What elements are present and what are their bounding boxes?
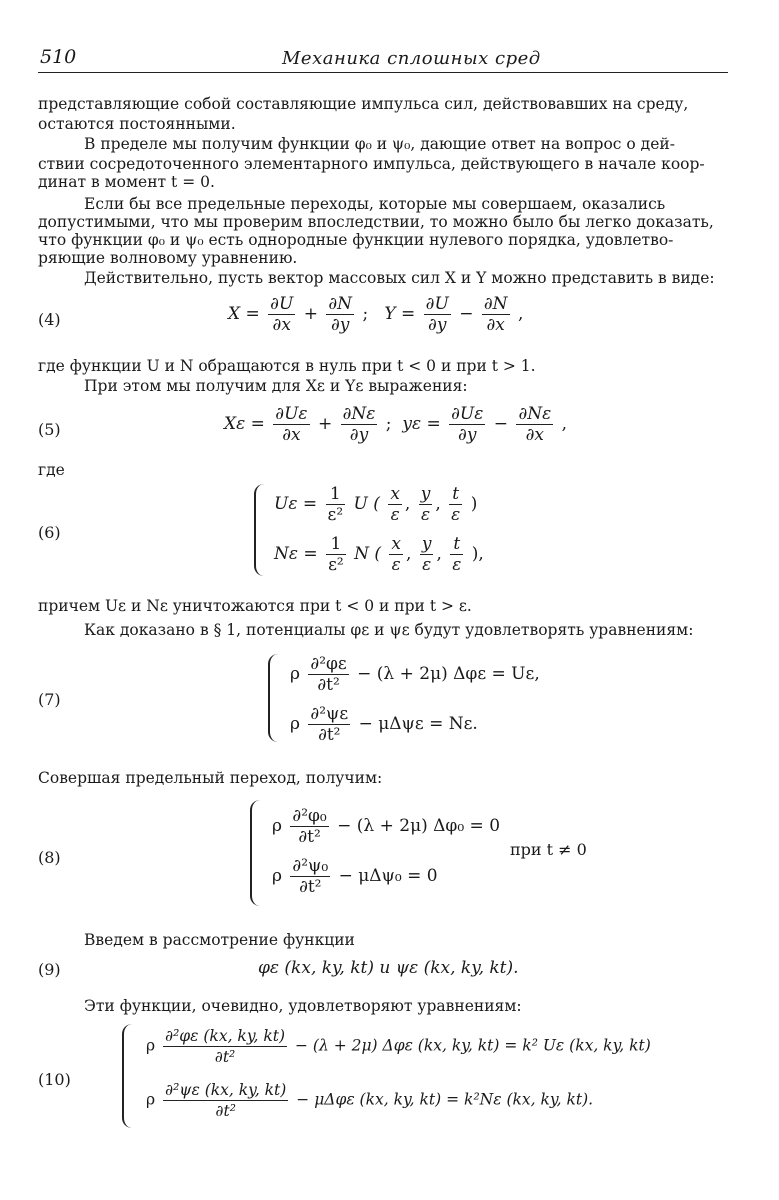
- fraction: [326, 484, 346, 525]
- header-rule: [38, 72, 728, 73]
- numerator: 1: [326, 484, 346, 505]
- fraction: [341, 404, 378, 445]
- fraction: [273, 404, 309, 445]
- fraction: [326, 534, 346, 575]
- text-line: Введем в рассмотрение функции: [84, 931, 355, 949]
- denominator: ∂y: [330, 315, 350, 335]
- equation-6-line-1: Uε = $\frac{1}{\text{ε²}}$ U ( $\frac{x}{\varepsilon}$ , $\frac{y}{\varepsilon}$ , $\frac{t}{\varepsilon}$ ): [274, 484, 478, 525]
- denominator: ∂y: [428, 315, 447, 335]
- operator: ,: [561, 414, 568, 434]
- text-line: ряющие волновому уравнению.: [38, 249, 298, 267]
- fraction: [516, 404, 553, 445]
- eq-term: yε =: [402, 414, 441, 434]
- numerator: ∂Nε: [518, 404, 552, 424]
- numerator: x: [390, 484, 400, 504]
- operator: −: [493, 414, 509, 434]
- denominator: ε: [420, 505, 431, 525]
- equation-label: (4): [38, 310, 61, 329]
- text-line: где: [38, 461, 65, 479]
- operator: ,: [517, 304, 524, 324]
- fraction: [308, 654, 348, 695]
- equation-label: (10): [38, 1070, 71, 1089]
- equation-6-line-2: Nε = $\frac{1}{\text{ε²}}$ N ( $\frac{x}{\varepsilon}$ , $\frac{y}{\varepsilon}$ , $\frac{t}{\varepsilon}$ ),: [274, 534, 484, 575]
- fraction: [163, 1080, 288, 1121]
- operator: +: [303, 304, 318, 324]
- eq-term: Nε =: [274, 544, 318, 564]
- numerator: t: [450, 534, 463, 555]
- left-brace: [268, 654, 278, 742]
- eq-term: − (λ + 2μ) Δφ₀ = 0: [337, 816, 501, 836]
- numerator: x: [391, 534, 402, 554]
- denominator: ∂t²: [215, 1102, 236, 1120]
- numerator: ∂²φε: [310, 654, 347, 674]
- eq-term: − (λ + 2μ) Δφε (kx, ky, kt) = k² Uε (kx, ky, kt): [294, 1036, 651, 1055]
- eq-term: − (λ + 2μ) Δφε = Uε,: [357, 664, 540, 684]
- eq-term: X =: [228, 304, 260, 324]
- separator: ;: [362, 304, 369, 324]
- text-line: Совершая предельный переход, получим:: [38, 769, 383, 787]
- denominator: ∂x: [282, 425, 301, 445]
- left-brace: [250, 800, 260, 906]
- eq-term: ρ: [146, 1036, 156, 1055]
- running-title: Механика сплошных сред: [282, 48, 541, 69]
- denominator: ∂t²: [298, 827, 321, 847]
- text-line: ствии сосредоточенного элементарного импульса, действующего в начале коор-: [38, 155, 705, 173]
- fraction: [163, 1026, 287, 1067]
- fraction: [450, 534, 463, 575]
- equation-label: (9): [38, 960, 61, 979]
- eq-term: ρ: [290, 664, 300, 684]
- denominator: ∂x: [525, 425, 545, 445]
- denominator: ε: [391, 555, 401, 575]
- numerator: ∂²ψε (kx, ky, kt): [165, 1081, 287, 1099]
- eq-term: − μΔφε (kx, ky, kt) = k²Nε (kx, ky, kt).: [296, 1090, 594, 1109]
- numerator: ∂U: [270, 294, 294, 314]
- numerator: ∂Uε: [451, 404, 484, 424]
- numerator: ∂²ψ₀: [292, 856, 329, 876]
- numerator: ∂²ψε: [310, 704, 349, 724]
- eq-term: − μΔψ₀ = 0: [338, 866, 438, 886]
- fraction: [482, 294, 510, 335]
- denominator: ∂t²: [317, 675, 340, 695]
- denominator: ∂x: [272, 315, 291, 335]
- fraction: [290, 856, 330, 897]
- text-line: допустимыми, что мы проверим впоследствии, то можно было бы легко доказать,: [38, 213, 714, 231]
- separator: ;: [385, 414, 392, 434]
- equation-10-line-1: [146, 1026, 651, 1067]
- equation-8-line-1: [272, 806, 500, 847]
- text-line: представляющие собой составляющие импульса сил, действовавших на среду,: [38, 95, 689, 113]
- text-line: В пределе мы получим функции φ₀ и ψ₀, дающие ответ на вопрос о дей-: [84, 135, 675, 153]
- equation-8-line-2: [272, 856, 438, 897]
- eq-term: ρ: [272, 816, 282, 836]
- numerator: ∂²φε (kx, ky, kt): [165, 1027, 286, 1045]
- denominator: ∂t²: [299, 877, 322, 897]
- operator: −: [459, 304, 474, 324]
- eq-term: N (: [354, 544, 382, 564]
- fraction: [388, 484, 402, 525]
- equation-label: (6): [38, 523, 61, 542]
- text-line: что функции φ₀ и ψ₀ есть однородные функции нулевого порядка, удовлетво-: [38, 231, 674, 249]
- eq-term: U (: [353, 494, 380, 514]
- denominator: ε: [452, 555, 462, 575]
- equation-8-condition: при t ≠ 0: [510, 840, 587, 859]
- fraction: [420, 534, 434, 575]
- equation-label: (5): [38, 420, 61, 439]
- text-line: Как доказано в § 1, потенциалы φε и ψε будут удовлетворять уравнениям:: [84, 621, 694, 639]
- eq-term: − μΔψε = Nε.: [358, 714, 478, 734]
- equation-4: [228, 294, 523, 335]
- fraction: [424, 294, 451, 335]
- text-line: причем Uε и Nε уничтожаются при t < 0 и при t > ε.: [38, 597, 472, 615]
- denominator: ε: [451, 505, 461, 525]
- eq-term: Y =: [384, 304, 416, 324]
- text-line: При этом мы получим для Xε и Yε выражения:: [84, 377, 468, 395]
- text-line: Если бы все предельные переходы, которые мы совершаем, оказались: [84, 195, 666, 213]
- denominator: ε²: [328, 555, 344, 575]
- numerator: t: [449, 484, 462, 505]
- equation-label: (7): [38, 690, 61, 709]
- denominator: ∂t²: [214, 1048, 236, 1066]
- paren: ): [470, 494, 478, 514]
- numerator: y: [420, 484, 431, 504]
- denominator: ∂y: [458, 425, 477, 445]
- text-line: Эти функции, очевидно, удовлетворяют уравнениям:: [84, 997, 522, 1015]
- denominator: ε²: [327, 505, 344, 525]
- text-line: где функции U и N обращаются в нуль при t < 0 и при t > 1.: [38, 357, 536, 375]
- fraction: [290, 806, 328, 847]
- eq-term: Xε =: [224, 414, 265, 434]
- numerator: ∂N: [328, 294, 353, 314]
- fraction: [449, 484, 462, 525]
- text-line: Действительно, пусть вектор массовых сил X и Y можно представить в виде:: [84, 269, 715, 287]
- denominator: ε: [390, 505, 400, 525]
- numerator: ∂²φ₀: [292, 806, 327, 826]
- operator: +: [317, 414, 333, 434]
- fraction: [268, 294, 295, 335]
- denominator: ∂y: [349, 425, 369, 445]
- eq-term: ρ: [272, 866, 282, 886]
- paren: ),: [471, 544, 484, 564]
- denominator: ∂x: [486, 315, 505, 335]
- eq-term: ρ: [146, 1090, 156, 1109]
- numerator: ∂Uε: [275, 404, 308, 424]
- fraction: [449, 404, 485, 445]
- page-number: 510: [40, 46, 77, 68]
- fraction: [419, 484, 433, 525]
- fraction: [389, 534, 403, 575]
- numerator: y: [421, 534, 432, 554]
- left-brace: [254, 484, 264, 576]
- eq-term: ρ: [290, 714, 300, 734]
- numerator: ∂U: [425, 294, 449, 314]
- equation-5: [224, 404, 567, 445]
- denominator: ε: [422, 555, 432, 575]
- fraction: [308, 704, 350, 745]
- equation-7-line-1: [290, 654, 540, 695]
- equation-10-line-2: [146, 1080, 593, 1121]
- numerator: 1: [326, 534, 346, 555]
- equation-label: (8): [38, 848, 61, 867]
- left-brace: [122, 1024, 132, 1128]
- text-line: остаются постоянными.: [38, 115, 236, 133]
- equation-7-line-2: [290, 704, 478, 745]
- equation-9: φε (kx, ky, kt) и ψε (kx, ky, kt).: [258, 958, 519, 978]
- numerator: ∂N: [483, 294, 508, 314]
- fraction: [326, 294, 354, 335]
- numerator: ∂Nε: [342, 404, 376, 424]
- text-line: динат в момент t = 0.: [38, 173, 215, 191]
- eq-term: Uε =: [274, 494, 318, 514]
- denominator: ∂t²: [318, 725, 341, 745]
